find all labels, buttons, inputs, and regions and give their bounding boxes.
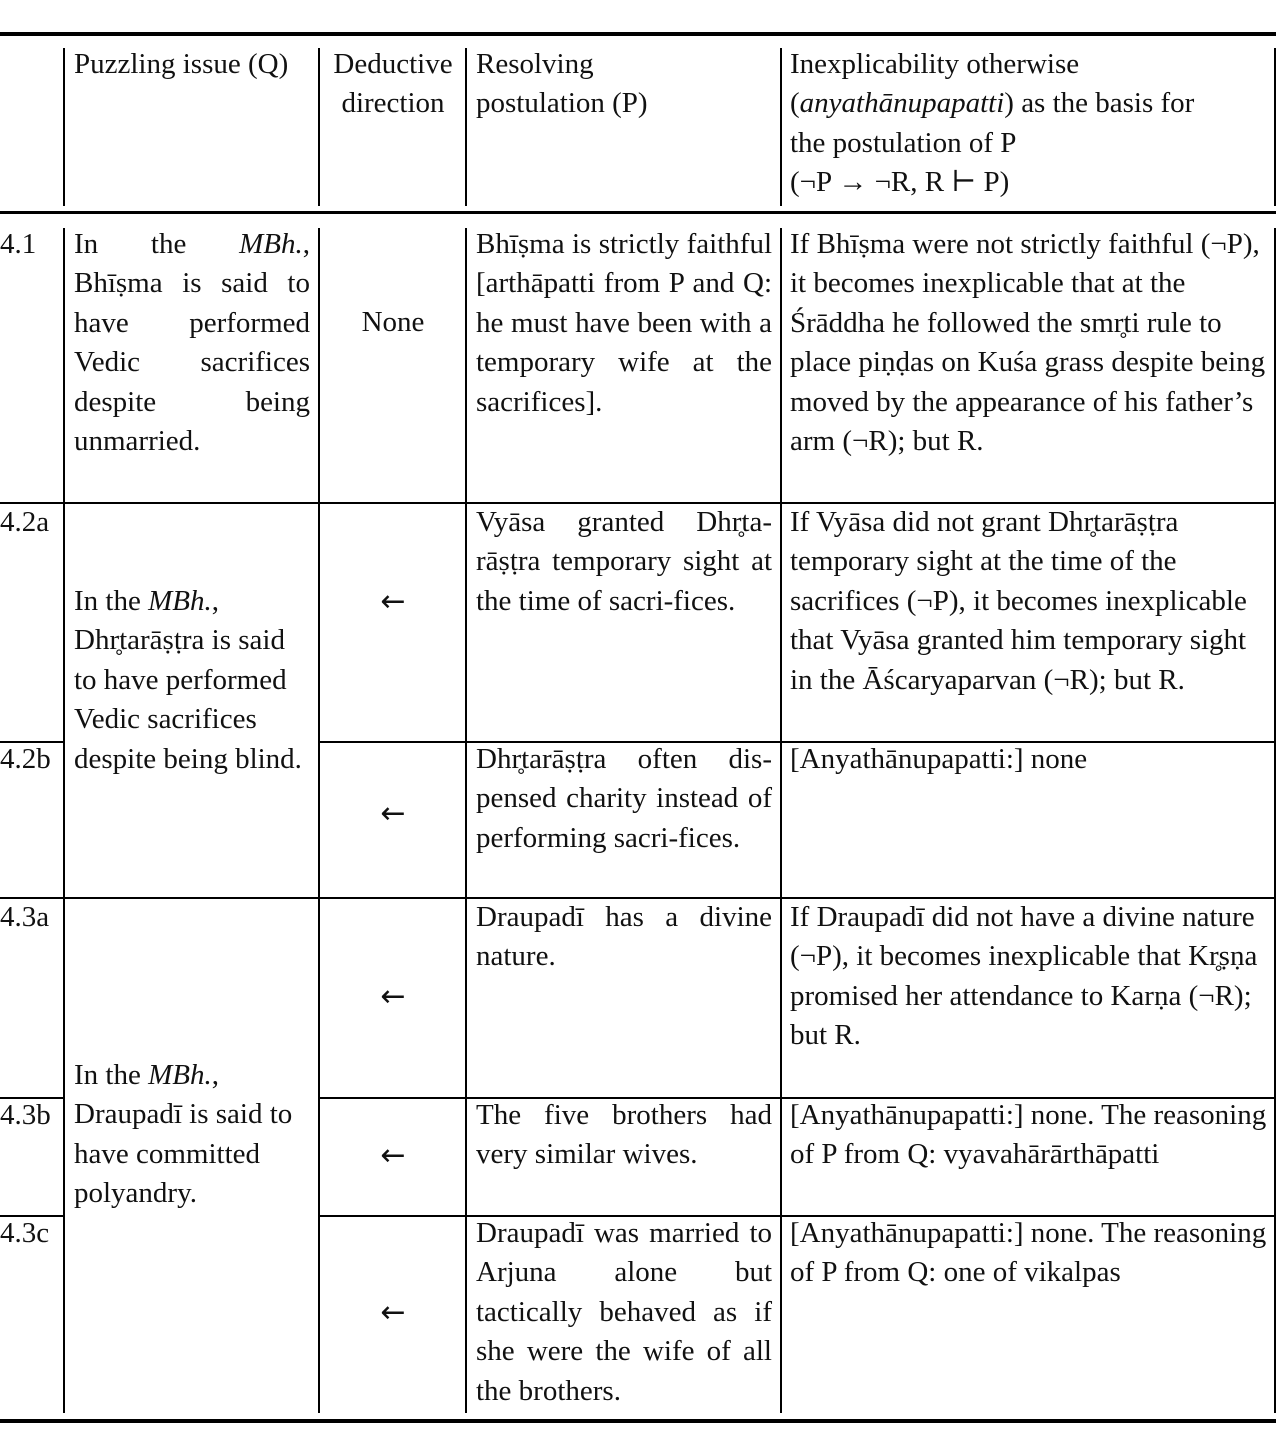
header-issue: Puzzling issue (Q) [74,48,289,80]
header-divider [780,48,782,206]
row-id: 4.1 [0,228,37,260]
body-divider [1274,228,1276,1413]
basis-cell: If Vyāsa did not grant Dhr̥tarāṣṭra temporary sight at the time of the sacrifices (¬P), it becomes inexplicable that Vyāsa granted him temporary sight in the Āścaryaparvan (¬R); but R. [790,506,1247,696]
issue-suffix: , Bhīṣma is said to have performed Vedic sacrifices despite being unmarried. [74,228,310,458]
header-basis-italic: anyathānupapatti [799,87,1005,120]
bottom-rule [0,1419,1276,1423]
header-basis-formula: (¬P → ¬R, R ⊢ P) [790,166,1010,199]
left-arrow-icon: ← [380,1295,406,1330]
header-basis [790,45,1270,203]
body-divider [465,228,467,1413]
issue-cell [74,582,310,779]
postulation-cell: Draupadī was married to Arjuna alone but tactically behaved as if she were the wife of all the brothers. [476,1217,772,1407]
issue-suffix: , Draupadī is said to have committed polyandry. [74,1059,293,1210]
header-divider [63,48,65,206]
body-divider [63,228,65,1413]
basis-cell: If Draupadī did not have a divine nature (¬P), it becomes inexplicable that Kr̥ṣṇa promised her attendance to Karṇa (¬R); but R. [790,901,1258,1052]
left-arrow-icon: ← [380,584,406,619]
header-postulation: Resolving postulation (P) [476,48,648,120]
top-rule [0,32,1276,36]
header-divider [465,48,467,206]
issue-italic: MBh. [239,228,303,260]
direction-none: None [361,306,425,338]
issue-suffix: , Dhr̥tarāṣṭra is said to have performed Vedic sacrifices despite being blind. [74,585,302,775]
basis-cell: [Anyathānupapatti:] none. The reasoning of P from Q: vyavahārārthāpatti [790,1099,1267,1171]
left-arrow-icon: ← [380,796,406,831]
header-divider [318,48,320,206]
row-id: 4.2b [0,743,51,775]
header-direction: Deductive direction [333,48,453,120]
body-divider [780,228,782,1413]
issue-prefix: In the [74,585,149,617]
left-arrow-icon: ← [380,1138,406,1173]
basis-cell: [Anyathānupapatti:] none. The reasoning of P from Q: one of vikalpas [790,1217,1267,1289]
postulation-cell: The five brothers had very similar wives. [476,1099,772,1171]
issue-italic: MBh. [148,585,212,617]
issue-prefix: In the [74,228,240,260]
postulation-cell: Draupadī has a divine nature. [476,901,772,973]
issue-cell [74,225,310,461]
postulation-cell: Dhr̥tarāṣṭra often dis-pensed charity instead of performing sacri-fices. [476,743,772,854]
header-divider [1274,48,1276,206]
row-id: 4.3c [0,1217,50,1249]
row-id: 4.2a [0,506,50,538]
header-basis-line3: the postulation of P [790,126,1017,159]
row-id: 4.3b [0,1099,51,1131]
header-basis-line2: (anyathānupapatti) as the basis for [790,87,1195,120]
issue-cell [74,1056,310,1214]
header-basis-line1: Inexplicability otherwise [790,48,1080,80]
postulation-cell: Vyāsa granted Dhr̥ta-rāṣṭra temporary sight at the time of sacri-fices. [476,506,772,617]
row-id: 4.3a [0,901,50,933]
body-divider [318,228,320,1413]
header-rule [0,211,1276,214]
header-basis-line2-rest: ) as the basis for [1004,87,1195,120]
postulation-cell: Bhīṣma is strictly faithful [arthāpatti from P and Q: he must have been with a temporary wife at the sacrifices]. [476,228,772,418]
issue-italic: MBh. [148,1059,212,1091]
left-arrow-icon: ← [380,979,406,1014]
issue-prefix: In the [74,1059,149,1091]
basis-cell: If Bhīṣma were not strictly faithful (¬P), it becomes inexplicable that at the Śrāddha he followed the smr̥ti rule to place piṇḍas on Kuśa grass despite being moved by the appearance of his father’s arm (¬R); but R. [790,228,1266,458]
basis-cell: [Anyathānupapatti:] none [790,743,1088,775]
